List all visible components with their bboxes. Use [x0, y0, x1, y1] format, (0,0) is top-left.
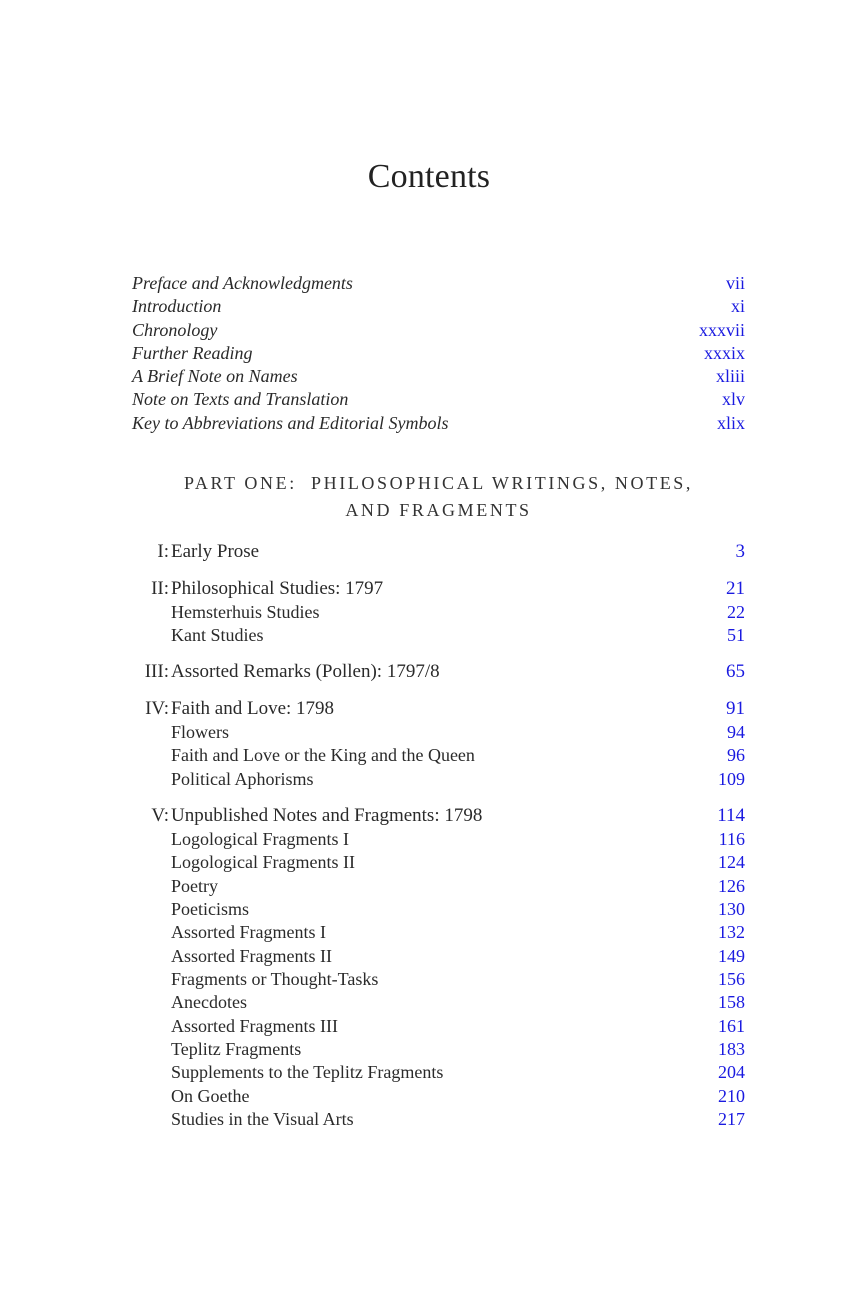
toc-page-link[interactable]: 210 [718, 1085, 745, 1106]
toc-entry[interactable] [132, 295, 745, 318]
section-list [132, 601, 745, 648]
section-title: Poetry [171, 875, 218, 896]
section-title: Assorted Fragments III [171, 1015, 338, 1036]
section-title: Political Aphorisms [171, 768, 314, 789]
section-row[interactable] [132, 921, 745, 944]
section-row[interactable] [132, 945, 745, 968]
front-matter-list [132, 272, 745, 435]
part-heading-line: AND FRAGMENTS [345, 500, 532, 520]
toc-entry-label: A Brief Note on Names [132, 366, 298, 387]
toc-page-link[interactable]: xliii [715, 366, 745, 387]
toc-page-link[interactable]: vii [725, 273, 745, 293]
toc-page-link[interactable]: 124 [718, 852, 745, 873]
section-title: Hemsterhuis Studies [171, 602, 320, 622]
toc-page-link[interactable]: xxxix [703, 342, 745, 363]
section-row[interactable] [132, 1085, 745, 1108]
toc-page-link[interactable]: 94 [727, 722, 745, 742]
toc-entry[interactable] [132, 365, 745, 388]
toc-page-link[interactable]: 91 [726, 698, 745, 719]
section-row[interactable] [132, 1061, 745, 1084]
section-title: Teplitz Fragments [171, 1039, 302, 1060]
chapter-number: V: [151, 805, 169, 826]
toc-page-link[interactable]: 183 [718, 1039, 745, 1060]
chapter-number: III: [144, 661, 169, 682]
toc-page-link[interactable]: 109 [718, 768, 745, 789]
section-title: Supplements to the Teplitz Fragments [171, 1062, 444, 1083]
chapter-title: Philosophical Studies: 1797 [171, 578, 384, 599]
section-row[interactable] [132, 744, 745, 767]
toc-page-link[interactable]: 116 [718, 829, 745, 849]
section-row[interactable] [132, 875, 745, 898]
toc-page-link[interactable]: 130 [718, 899, 745, 920]
chapter-title: Faith and Love: 1798 [171, 698, 335, 719]
section-row[interactable] [132, 968, 745, 991]
section-title: Fragments or Thought-Tasks [171, 969, 379, 990]
chapter-title: Assorted Remarks (Pollen): 1797/8 [171, 661, 440, 682]
section-title: On Goethe [171, 1085, 250, 1106]
toc-page-link[interactable]: 114 [717, 805, 745, 826]
section-row[interactable] [132, 1015, 745, 1038]
section-title: Flowers [171, 722, 229, 742]
section-title: Faith and Love or the King and the Queen [171, 745, 475, 766]
toc-page-link[interactable]: 21 [726, 578, 745, 599]
chapter-row[interactable] [132, 803, 745, 828]
toc-page-link[interactable]: 217 [718, 1109, 745, 1130]
toc-page-link[interactable]: 96 [727, 745, 745, 766]
section-title: Anecdotes [171, 992, 247, 1013]
toc-page-link[interactable]: 158 [718, 992, 745, 1013]
chapter-row[interactable] [132, 696, 745, 721]
toc-page-link[interactable]: 126 [718, 875, 745, 896]
toc-entry[interactable] [132, 388, 745, 411]
toc-page-link[interactable]: 22 [727, 602, 745, 622]
section-title: Assorted Fragments I [171, 922, 326, 943]
section-row[interactable] [132, 768, 745, 791]
chapter-row[interactable] [132, 539, 745, 564]
toc-page-link[interactable]: xi [730, 296, 745, 317]
section-title: Poeticisms [171, 899, 250, 920]
section-row[interactable] [132, 851, 745, 874]
toc-entry[interactable] [132, 319, 745, 342]
toc-entry-label: Further Reading [132, 342, 253, 363]
chapter-entry [132, 576, 745, 648]
toc-page-link[interactable]: 204 [718, 1062, 745, 1083]
part-heading-line: PART ONE: PHILOSOPHICAL WRITINGS, NOTES, [183, 473, 694, 493]
section-row[interactable] [132, 624, 745, 647]
section-row[interactable] [132, 828, 745, 851]
page-title: Contents [367, 158, 491, 195]
chapter-number: IV: [145, 698, 169, 719]
toc-entry-label: Chronology [132, 319, 218, 340]
chapter-number: II: [151, 578, 169, 599]
chapter-entry [132, 659, 745, 684]
toc-entry[interactable] [132, 272, 745, 295]
section-list [132, 721, 745, 791]
section-title: Studies in the Visual Arts [171, 1109, 354, 1130]
toc-page-link[interactable]: xxxvii [698, 319, 745, 340]
chapter-entry [132, 539, 745, 564]
chapter-title: Unpublished Notes and Fragments: 1798 [171, 805, 483, 826]
toc-page-link[interactable]: 149 [718, 945, 745, 966]
toc-page-link[interactable]: 3 [735, 541, 745, 562]
toc-entry-label: Key to Abbreviations and Editorial Symbols [132, 412, 449, 433]
section-title: Logological Fragments II [171, 852, 355, 873]
toc-page-link[interactable]: 132 [718, 922, 745, 943]
toc-entry-label: Note on Texts and Translation [132, 389, 349, 410]
chapter-row[interactable] [132, 576, 745, 601]
toc-page-link[interactable]: 156 [718, 969, 745, 990]
part-heading [132, 470, 745, 524]
toc-page-link[interactable]: 161 [718, 1015, 745, 1036]
section-row[interactable] [132, 991, 745, 1014]
toc-entry-label: Preface and Acknowledgments [132, 273, 353, 293]
section-title: Kant Studies [171, 625, 264, 646]
chapter-title: Early Prose [171, 541, 260, 562]
section-row[interactable] [132, 1038, 745, 1061]
section-title: Assorted Fragments II [171, 945, 332, 966]
toc-page-link[interactable]: xlv [721, 389, 745, 410]
toc-page-link[interactable]: xlix [716, 412, 745, 433]
toc-entry-label: Introduction [132, 296, 222, 317]
chapter-entry [132, 803, 745, 1131]
toc-entry[interactable] [132, 342, 745, 365]
toc-entry[interactable] [132, 412, 745, 435]
section-list [132, 828, 745, 1131]
section-row[interactable] [132, 1108, 745, 1131]
chapter-entry [132, 696, 745, 791]
section-row[interactable] [132, 601, 745, 624]
toc-page-link[interactable]: 65 [726, 661, 745, 682]
chapter-row[interactable] [132, 659, 745, 684]
chapter-number: I: [157, 541, 169, 562]
toc-page-link[interactable]: 51 [727, 625, 745, 646]
section-row[interactable] [132, 898, 745, 921]
section-row[interactable] [132, 721, 745, 744]
section-title: Logological Fragments I [171, 829, 349, 849]
